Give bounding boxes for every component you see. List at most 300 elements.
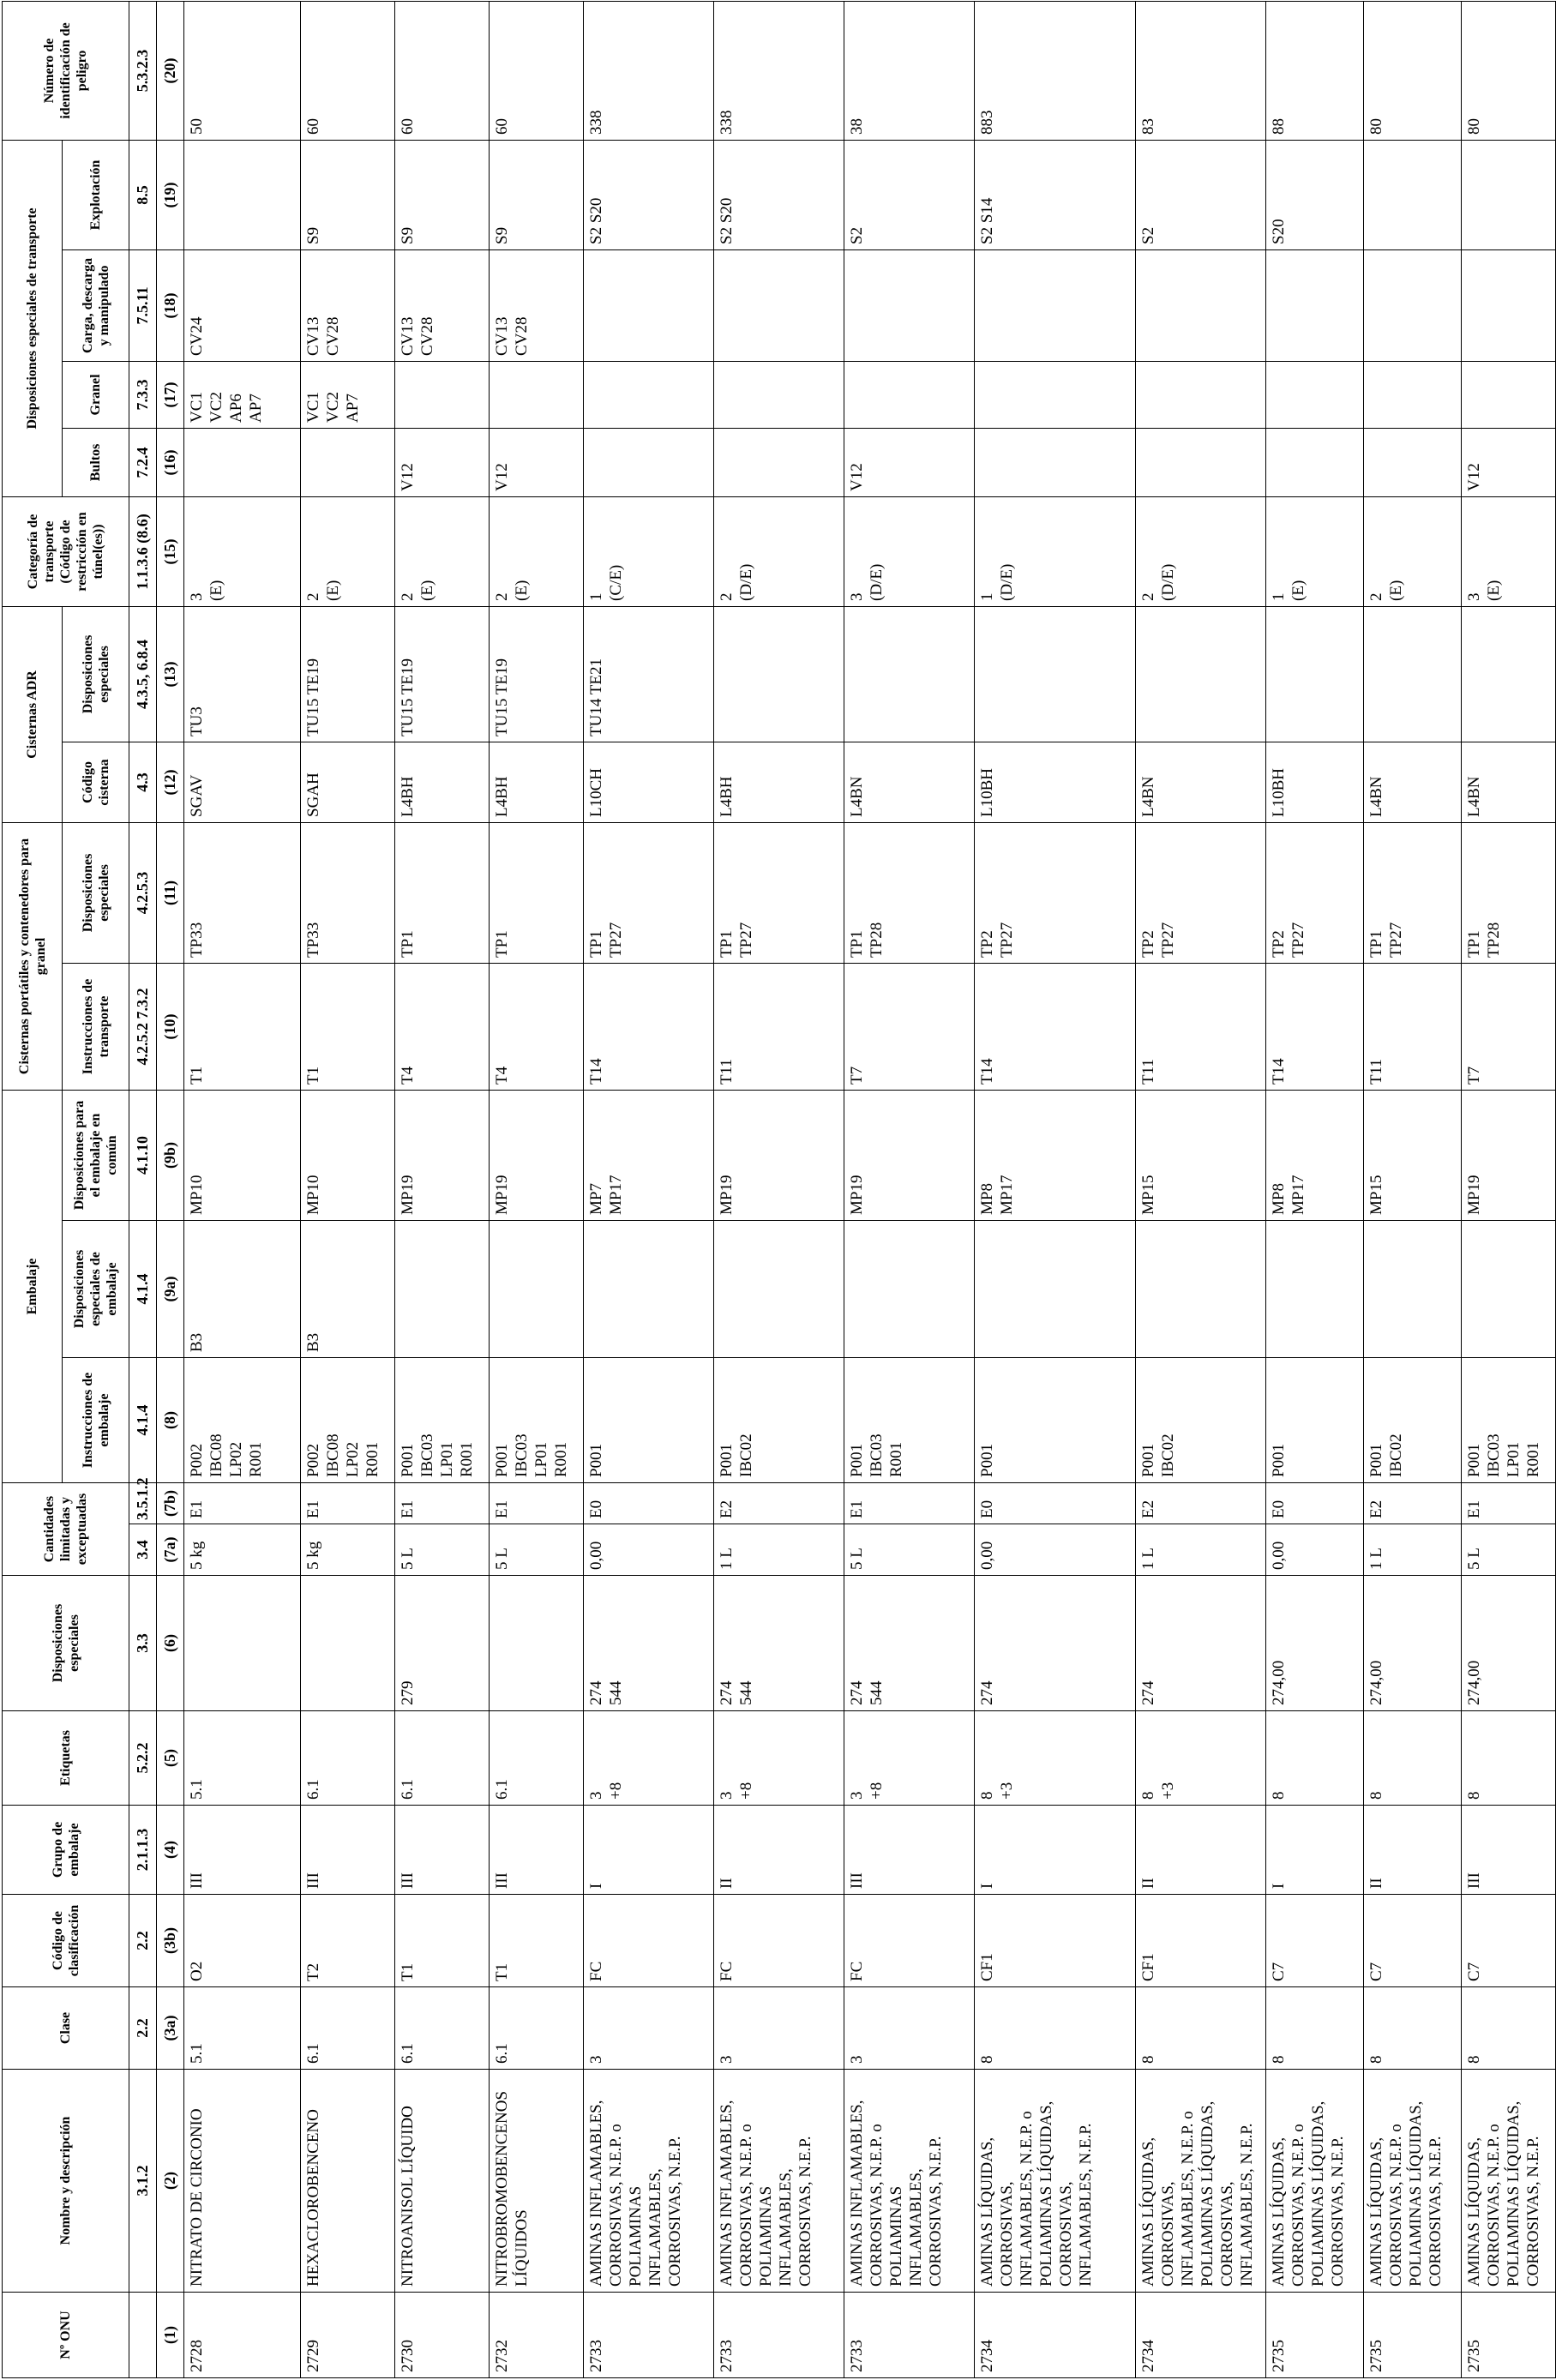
special-provisions-cell-line: 274	[718, 1680, 736, 1705]
pt-special-cell	[490, 822, 584, 963]
header-hazard-id: Número de identificación de peligro	[3, 1, 129, 140]
pt-instructions-cell	[1462, 963, 1556, 1090]
transport-category-cell-line: (E)	[207, 580, 225, 601]
labels-cell-line: 8	[1270, 1791, 1288, 1800]
loading-cell	[714, 249, 844, 361]
header-group-row	[3, 1, 63, 2377]
header-reference-cell: 4.2.5.3	[129, 822, 157, 963]
packing-instructions-cell	[844, 1358, 975, 1483]
packing-instructions-cell-line: R001	[363, 1441, 381, 1477]
dangerous-goods-table	[2, 1, 1556, 2378]
transport-category-cell-line: (E)	[1485, 580, 1503, 601]
labels-cell-line: 6.1	[399, 1779, 417, 1800]
special-provisions-cell	[1462, 1576, 1556, 1711]
bulk-cell	[301, 361, 395, 428]
bulk-cell	[714, 361, 844, 428]
header-special-transport: Disposiciones especiales de transporte	[3, 140, 63, 496]
labels-cell	[714, 1711, 844, 1806]
tank-special-cell-line: TU15 TE19	[493, 658, 511, 736]
class-cell: 8	[1364, 1987, 1462, 2070]
packing-group-cell: II	[1136, 1806, 1266, 1895]
packaging-special-cell-line: B3	[304, 1332, 322, 1352]
pt-instructions-cell	[584, 963, 714, 1090]
labels-cell-line: 8	[1367, 1791, 1385, 1800]
operation-cell	[1136, 140, 1266, 249]
name-cell: NITROANISOL LÍQUIDO	[395, 2070, 490, 2293]
pt-special-cell-line: TP27	[1289, 922, 1307, 958]
special-provisions-cell-line: 274,00	[1367, 1660, 1385, 1705]
class-cell: 6.1	[490, 1987, 584, 2070]
packing-instructions-cell	[1266, 1358, 1364, 1483]
packages-cell	[1266, 428, 1364, 496]
packing-instructions-cell-line: P001	[493, 1443, 511, 1477]
table-row	[301, 1, 395, 2377]
packing-group-cell: III	[490, 1806, 584, 1895]
hazard-id-cell: 60	[301, 1, 395, 140]
transport-category-cell-line: (E)	[1289, 580, 1307, 601]
classification-code-cell: FC	[714, 1895, 844, 1987]
packing-instructions-cell-line: R001	[887, 1441, 905, 1477]
excepted-quantity-cell: E0	[975, 1483, 1136, 1524]
un-number-cell: 2734	[1136, 2293, 1266, 2378]
limited-quantity-cell: 5 kg	[301, 1524, 395, 1576]
pt-special-cell-line: TP2	[978, 930, 996, 958]
header-column-number-cell: (20)	[157, 1, 184, 140]
table-row	[1364, 1, 1462, 2377]
packing-instructions-cell-line: P001	[587, 1443, 605, 1477]
tank-special-cell	[1364, 606, 1462, 742]
table-row	[975, 1, 1136, 2377]
limited-quantity-cell: 5 L	[1462, 1524, 1556, 1576]
pt-instructions-cell-line: T1	[188, 1066, 206, 1085]
operation-cell-line: S2 S14	[978, 197, 996, 244]
operation-cell-line: S9	[304, 226, 322, 244]
header-reference-cell: 3.3	[129, 1576, 157, 1711]
pt-instructions-cell-line: T14	[978, 1058, 996, 1085]
mixed-packing-cell-line: MP8	[978, 1183, 996, 1215]
pt-instructions-cell-line: T11	[718, 1059, 736, 1085]
pt-instructions-cell-line: T4	[493, 1066, 511, 1085]
header-column-number-cell: (7a)	[157, 1524, 184, 1576]
header-column-number-cell: (3b)	[157, 1895, 184, 1987]
special-provisions-cell-line: 274	[587, 1680, 605, 1705]
packaging-special-cell	[844, 1221, 975, 1358]
classification-code-cell: C7	[1364, 1895, 1462, 1987]
pt-special-cell-line: TP28	[868, 922, 886, 958]
loading-cell-line: CV13	[493, 316, 511, 356]
labels-cell	[844, 1711, 975, 1806]
un-number-cell: 2735	[1462, 2293, 1556, 2378]
table-body	[184, 1, 1556, 2377]
name-cell: AMINAS INFLAMABLES, CORROSIVAS, N.E.P. o POLIAMINAS INFLAMABLES, CORROSIVAS, N.E.P.	[714, 2070, 844, 2293]
transport-category-cell-line: (E)	[324, 580, 342, 601]
tank-special-cell	[844, 606, 975, 742]
classification-code-cell: CF1	[975, 1895, 1136, 1987]
excepted-quantity-cell: E0	[584, 1483, 714, 1524]
pt-special-cell	[1364, 822, 1462, 963]
transport-category-cell-line: 3	[188, 592, 206, 601]
header-reference-cell: 4.2.5.2 7.3.2	[129, 963, 157, 1090]
tank-code-cell: L4BN	[1136, 742, 1266, 822]
bulk-cell	[584, 361, 714, 428]
loading-cell-line: CV13	[399, 316, 417, 356]
table-row	[1136, 1, 1266, 2377]
packing-instructions-cell-line: IBC02	[737, 1433, 755, 1477]
packing-instructions-cell-line: P001	[1270, 1443, 1288, 1477]
packages-cell	[584, 428, 714, 496]
classification-code-cell: O2	[184, 1895, 301, 1987]
transport-category-cell-line: 3	[1465, 592, 1483, 601]
labels-cell-line: 6.1	[304, 1779, 322, 1800]
header-reference-cell: 7.5.11	[129, 249, 157, 361]
pt-instructions-cell	[1136, 963, 1266, 1090]
bulk-cell	[844, 361, 975, 428]
mixed-packing-cell-line: MP19	[848, 1175, 866, 1215]
mixed-packing-cell	[844, 1090, 975, 1220]
packing-instructions-cell-line: IBC03	[418, 1433, 436, 1477]
bulk-cell-line: VC1	[304, 392, 322, 423]
hazard-id-cell: 60	[395, 1, 490, 140]
transport-category-cell-line: 1	[978, 592, 996, 601]
header-reference-cell: 7.3.3	[129, 361, 157, 428]
loading-cell	[184, 249, 301, 361]
packing-instructions-cell-line: IBC03	[1485, 1433, 1503, 1477]
class-cell: 8	[1266, 1987, 1364, 2070]
labels-cell	[184, 1711, 301, 1806]
header-limited-excepted: Cantidades limitadas y exceptuadas	[3, 1483, 129, 1576]
operation-cell-line: S2 S20	[587, 197, 605, 244]
pt-instructions-cell	[1364, 963, 1462, 1090]
pt-special-cell-line: TP1	[587, 930, 605, 958]
excepted-quantity-cell: E1	[301, 1483, 395, 1524]
labels-cell	[301, 1711, 395, 1806]
class-cell: 8	[1136, 1987, 1266, 2070]
mixed-packing-cell-line: MP17	[607, 1175, 625, 1215]
transport-category-cell-line: (D/E)	[737, 563, 755, 601]
header-reference-cell: 1.1.3.6 (8.6)	[129, 496, 157, 606]
tank-code-cell: L4BN	[844, 742, 975, 822]
header-reference-cell: 3.4	[129, 1524, 157, 1576]
tank-code-cell: L4BN	[1364, 742, 1462, 822]
tank-special-cell	[490, 606, 584, 742]
pt-instructions-cell-line: T7	[848, 1066, 866, 1085]
excepted-quantity-cell: E1	[844, 1483, 975, 1524]
loading-cell-line: CV28	[324, 316, 342, 356]
bulk-cell	[395, 361, 490, 428]
loading-cell	[584, 249, 714, 361]
loading-cell-line: CV28	[513, 316, 531, 356]
operation-cell-line: S2	[848, 226, 866, 244]
packages-cell-line: V12	[848, 463, 866, 491]
header-reference-cell: 5.3.2.3	[129, 1, 157, 140]
header-special-provisions: Disposiciones especiales	[3, 1576, 129, 1711]
packaging-special-cell	[714, 1221, 844, 1358]
pt-special-cell	[1136, 822, 1266, 963]
table-row	[714, 1, 844, 2377]
tank-code-cell: L4BN	[1462, 742, 1556, 822]
tank-code-cell: L4BH	[395, 742, 490, 822]
header-column-number-row	[157, 1, 184, 2377]
transport-category-cell-line: (C/E)	[607, 564, 625, 601]
classification-code-cell: T2	[301, 1895, 395, 1987]
packing-instructions-cell-line: IBC02	[1387, 1433, 1405, 1477]
header-tank-special: Disposiciones especiales	[63, 606, 129, 742]
header-column-number-cell: (16)	[157, 428, 184, 496]
header-transport-category: Categoría de transporte (Código de restricción en túnel(es))	[3, 496, 129, 606]
hazard-id-cell: 88	[1266, 1, 1364, 140]
packing-group-cell: II	[1364, 1806, 1462, 1895]
bulk-cell	[975, 361, 1136, 428]
name-cell: NITRATO DE CIRCONIO	[184, 2070, 301, 2293]
mixed-packing-cell	[395, 1090, 490, 1220]
header-packing-group: Grupo de embalaje	[3, 1806, 129, 1895]
pt-special-cell-line: TP1	[848, 930, 866, 958]
operation-cell	[184, 140, 301, 249]
table-row	[395, 1, 490, 2377]
pt-special-cell-line: TP33	[304, 922, 322, 958]
hazard-id-cell: 80	[1364, 1, 1462, 140]
packing-instructions-cell-line: P001	[718, 1443, 736, 1477]
packages-cell-line: V12	[493, 463, 511, 491]
tank-code-cell: L10BH	[1266, 742, 1364, 822]
packing-instructions-cell-line: P001	[978, 1443, 996, 1477]
packages-cell	[301, 428, 395, 496]
loading-cell-line: CV24	[188, 316, 206, 356]
header-tank-code: Código cisterna	[63, 742, 129, 822]
pt-special-cell	[584, 822, 714, 963]
pt-instructions-cell	[184, 963, 301, 1090]
pt-special-cell-line: TP2	[1139, 930, 1157, 958]
packing-group-cell: III	[1462, 1806, 1556, 1895]
labels-cell-line: +3	[998, 1782, 1016, 1800]
packing-instructions-cell-line: P001	[1367, 1443, 1385, 1477]
bulk-cell	[184, 361, 301, 428]
hazard-id-cell: 338	[714, 1, 844, 140]
bulk-cell-line: AP6	[227, 394, 245, 423]
header-column-number-cell: (8)	[157, 1358, 184, 1483]
bulk-cell	[1462, 361, 1556, 428]
transport-category-cell-line: (E)	[418, 580, 436, 601]
labels-cell-line: +8	[607, 1782, 625, 1800]
loading-cell	[844, 249, 975, 361]
operation-cell-line: S20	[1270, 219, 1288, 244]
tank-special-cell	[714, 606, 844, 742]
bulk-cell-line: AP7	[247, 394, 265, 423]
header-pt-special: Disposiciones especiales	[63, 822, 129, 963]
class-cell: 8	[975, 1987, 1136, 2070]
operation-cell	[975, 140, 1136, 249]
mixed-packing-cell	[490, 1090, 584, 1220]
header-reference-cell: 8.5	[129, 140, 157, 249]
packaging-special-cell-line: B3	[188, 1332, 206, 1352]
loading-cell	[1364, 249, 1462, 361]
hazard-id-cell: 38	[844, 1, 975, 140]
special-provisions-cell	[490, 1576, 584, 1711]
operation-cell-line: S2 S20	[718, 197, 736, 244]
header-portable-tanks: Cisternas portátiles y contenedores para granel	[3, 822, 63, 1090]
transport-category-cell	[584, 496, 714, 606]
header-column-number-cell: (6)	[157, 1576, 184, 1711]
special-provisions-cell	[1136, 1576, 1266, 1711]
pt-special-cell-line: TP1	[399, 930, 417, 958]
loading-cell	[490, 249, 584, 361]
un-number-cell: 2730	[395, 2293, 490, 2378]
special-provisions-cell	[184, 1576, 301, 1711]
header-reference-cell: 4.3	[129, 742, 157, 822]
pt-special-cell-line: TP27	[1387, 922, 1405, 958]
header-reference-cell: 4.3.5, 6.8.4	[129, 606, 157, 742]
header-bulk: Granel	[63, 361, 129, 428]
name-cell: NITROBROMOBENCENOS LÍQUIDOS	[490, 2070, 584, 2293]
packages-cell	[490, 428, 584, 496]
special-provisions-cell-line: 279	[399, 1680, 417, 1705]
operation-cell	[584, 140, 714, 249]
header-adr-tanks: Cisternas ADR	[3, 606, 63, 822]
packing-instructions-cell-line: LP01	[1505, 1441, 1523, 1477]
tank-special-cell	[975, 606, 1136, 742]
pt-instructions-cell	[714, 963, 844, 1090]
pt-instructions-cell	[301, 963, 395, 1090]
class-cell: 3	[714, 1987, 844, 2070]
pt-instructions-cell-line: T7	[1465, 1066, 1483, 1085]
packing-instructions-cell-line: IBC08	[324, 1433, 342, 1477]
tank-code-cell: L10BH	[975, 742, 1136, 822]
hazard-id-cell: 60	[490, 1, 584, 140]
labels-cell	[1136, 1711, 1266, 1806]
pt-instructions-cell	[490, 963, 584, 1090]
packing-group-cell: II	[714, 1806, 844, 1895]
packaging-special-cell	[1364, 1221, 1462, 1358]
hazard-id-cell: 883	[975, 1, 1136, 140]
mixed-packing-cell-line: MP19	[1465, 1175, 1483, 1215]
packing-instructions-cell-line: R001	[458, 1441, 476, 1477]
packing-instructions-cell-line: R001	[552, 1441, 570, 1477]
mixed-packing-cell-line: MP15	[1139, 1175, 1157, 1215]
header-reference-cell: 4.1.4	[129, 1358, 157, 1483]
operation-cell	[1266, 140, 1364, 249]
pt-special-cell	[301, 822, 395, 963]
loading-cell	[1136, 249, 1266, 361]
excepted-quantity-cell: E2	[1136, 1483, 1266, 1524]
transport-category-cell-line: (E)	[513, 580, 531, 601]
labels-cell	[1462, 1711, 1556, 1806]
labels-cell-line: 8	[978, 1791, 996, 1800]
name-cell: AMINAS LÍQUIDAS, CORROSIVAS, N.E.P. o POLIAMINAS LÍQUIDAS, CORROSIVAS, N.E.P.	[1266, 2070, 1364, 2293]
mixed-packing-cell	[1462, 1090, 1556, 1220]
header-column-number-cell: (10)	[157, 963, 184, 1090]
mixed-packing-cell	[975, 1090, 1136, 1220]
classification-code-cell: T1	[490, 1895, 584, 1987]
tank-code-cell: L4BH	[714, 742, 844, 822]
tank-code-cell: SGAH	[301, 742, 395, 822]
header-reference-row	[129, 1, 157, 2377]
header-column-number-cell: (1)	[157, 2293, 184, 2378]
mixed-packing-cell	[1364, 1090, 1462, 1220]
packing-instructions-cell-line: R001	[247, 1441, 265, 1477]
header-classification-code: Código de clasificación	[3, 1895, 129, 1987]
special-provisions-cell	[714, 1576, 844, 1711]
packing-group-cell: III	[395, 1806, 490, 1895]
packing-group-cell: III	[844, 1806, 975, 1895]
labels-cell-line: +8	[868, 1782, 886, 1800]
operation-cell-line: S9	[399, 226, 417, 244]
header-column-number-cell: (12)	[157, 742, 184, 822]
transport-category-cell-line: (D/E)	[868, 563, 886, 601]
pt-special-cell	[975, 822, 1136, 963]
classification-code-cell: T1	[395, 1895, 490, 1987]
operation-cell	[714, 140, 844, 249]
labels-cell-line: 8	[1465, 1791, 1483, 1800]
mixed-packing-cell-line: MP15	[1367, 1175, 1385, 1215]
packaging-special-cell	[301, 1221, 395, 1358]
mixed-packing-cell-line: MP19	[493, 1175, 511, 1215]
tank-special-cell	[1462, 606, 1556, 742]
table-row	[584, 1, 714, 2377]
tank-special-cell	[1136, 606, 1266, 742]
packing-instructions-cell-line: IBC08	[207, 1433, 225, 1477]
special-provisions-cell	[844, 1576, 975, 1711]
packages-cell-line: V12	[399, 463, 417, 491]
packing-instructions-cell-line: LP02	[344, 1441, 362, 1477]
pt-special-cell-line: TP27	[998, 922, 1016, 958]
excepted-quantity-cell: E0	[1266, 1483, 1364, 1524]
header-reference-cell: 2.2	[129, 1895, 157, 1987]
pt-instructions-cell	[844, 963, 975, 1090]
packing-instructions-cell	[301, 1358, 395, 1483]
packages-cell	[184, 428, 301, 496]
labels-cell-line: +3	[1159, 1782, 1177, 1800]
transport-category-cell	[1266, 496, 1364, 606]
un-number-cell: 2732	[490, 2293, 584, 2378]
mixed-packing-cell-line: MP19	[399, 1175, 417, 1215]
header-reference-cell: 4.1.4	[129, 1221, 157, 1358]
un-number-cell: 2735	[1364, 2293, 1462, 2378]
pt-special-cell	[844, 822, 975, 963]
classification-code-cell: FC	[584, 1895, 714, 1987]
pt-special-cell	[1462, 822, 1556, 963]
labels-cell	[1266, 1711, 1364, 1806]
packing-instructions-cell-line: LP01	[532, 1441, 550, 1477]
loading-cell	[1462, 249, 1556, 361]
packing-instructions-cell-line: P001	[848, 1443, 866, 1477]
labels-cell-line: +8	[737, 1782, 755, 1800]
mixed-packing-cell	[184, 1090, 301, 1220]
mixed-packing-cell	[1136, 1090, 1266, 1220]
packaging-special-cell	[1462, 1221, 1556, 1358]
special-provisions-cell-line: 544	[737, 1680, 755, 1705]
pt-instructions-cell-line: T11	[1139, 1059, 1157, 1085]
labels-cell	[975, 1711, 1136, 1806]
classification-code-cell: FC	[844, 1895, 975, 1987]
packing-instructions-cell	[1136, 1358, 1266, 1483]
labels-cell	[395, 1711, 490, 1806]
bulk-cell-line: VC2	[207, 392, 225, 423]
header-reference-cell: 2.1.1.3	[129, 1806, 157, 1895]
header-column-number-cell: (15)	[157, 496, 184, 606]
limited-quantity-cell: 0,00	[1266, 1524, 1364, 1576]
mixed-packing-cell-line: MP10	[304, 1175, 322, 1215]
transport-category-cell-line: 2	[399, 592, 417, 601]
mixed-packing-cell-line: MP17	[998, 1175, 1016, 1215]
packaging-special-cell	[1136, 1221, 1266, 1358]
bulk-cell	[1266, 361, 1364, 428]
transport-category-cell-line: 2	[493, 592, 511, 601]
packages-cell	[714, 428, 844, 496]
bulk-cell	[1364, 361, 1462, 428]
operation-cell-line: S2	[1139, 226, 1157, 244]
pt-special-cell	[184, 822, 301, 963]
pt-special-cell	[395, 822, 490, 963]
